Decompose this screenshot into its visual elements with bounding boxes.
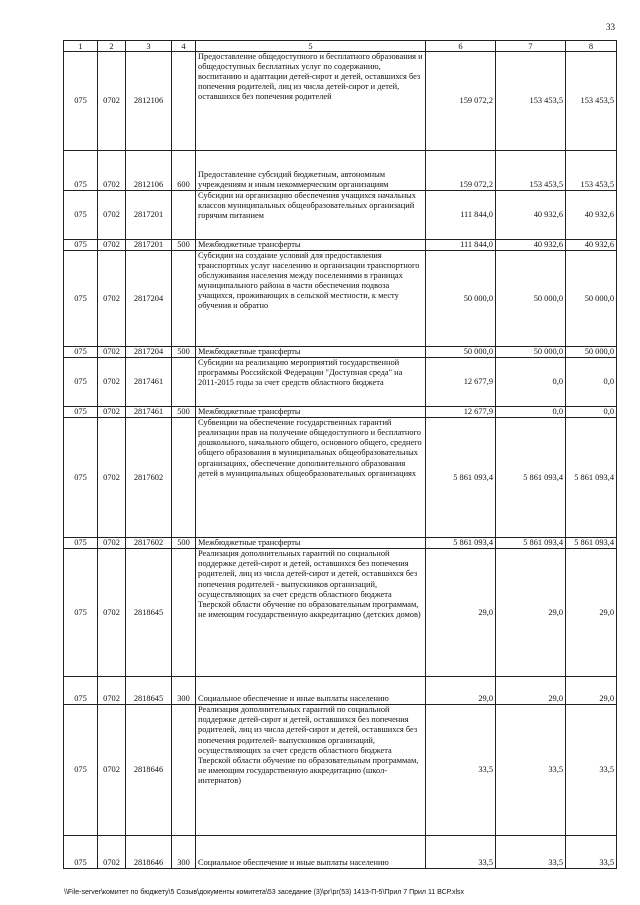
cell-description: Субсидии на создание условий для предоставления транспортных услуг населению и организации транспортного обслуживания населения между поселениями в границах муниципального района в части обеспечения подвоза учащихся, проживающих в сельской местности, к месту обучения и обратно bbox=[196, 251, 426, 347]
table-row bbox=[64, 151, 617, 191]
cell-target-code: 2817602 bbox=[126, 418, 172, 538]
cell-amount-7: 0,0 bbox=[496, 358, 566, 407]
cell-admin-code: 075 bbox=[64, 538, 98, 549]
cell-amount-7: 40 932,6 bbox=[496, 240, 566, 251]
table-row bbox=[64, 705, 617, 836]
cell-target-code: 2812106 bbox=[126, 151, 172, 191]
cell-description: Предоставление субсидий бюджетным, автономным учреждениям и иным некоммерческим организациям bbox=[196, 151, 426, 191]
table-row bbox=[64, 251, 617, 347]
cell-section-code: 0702 bbox=[98, 549, 126, 677]
cell-description: Межбюджетные трансферты bbox=[196, 538, 426, 549]
cell-target-code: 2818645 bbox=[126, 677, 172, 705]
cell-description: Субсидии на реализацию мероприятий государственной программы Российской Федерации "Доступная среда" на 2011-2015 годы за счет средств областного бюджета bbox=[196, 358, 426, 407]
cell-target-code: 2818646 bbox=[126, 705, 172, 836]
cell-amount-6: 111 844,0 bbox=[426, 191, 496, 240]
header-cell-7: 7 bbox=[496, 41, 566, 52]
cell-section-code: 0702 bbox=[98, 836, 126, 869]
cell-amount-8: 153 453,5 bbox=[566, 151, 617, 191]
cell-target-code: 2817201 bbox=[126, 240, 172, 251]
cell-admin-code: 075 bbox=[64, 151, 98, 191]
cell-expense-type bbox=[172, 705, 196, 836]
table-row bbox=[64, 52, 617, 151]
cell-amount-7: 5 861 093,4 bbox=[496, 418, 566, 538]
cell-section-code: 0702 bbox=[98, 191, 126, 240]
header-cell-3: 3 bbox=[126, 41, 172, 52]
cell-admin-code: 075 bbox=[64, 836, 98, 869]
cell-description: Социальное обеспечение и иные выплаты населению bbox=[196, 836, 426, 869]
cell-amount-8: 50 000,0 bbox=[566, 251, 617, 347]
cell-amount-6: 5 861 093,4 bbox=[426, 538, 496, 549]
cell-amount-8: 50 000,0 bbox=[566, 347, 617, 358]
budget-table bbox=[63, 40, 617, 869]
cell-target-code: 2817204 bbox=[126, 251, 172, 347]
cell-section-code: 0702 bbox=[98, 407, 126, 418]
cell-admin-code: 075 bbox=[64, 677, 98, 705]
cell-amount-7: 153 453,5 bbox=[496, 52, 566, 151]
cell-target-code: 2817204 bbox=[126, 347, 172, 358]
cell-description: Социальное обеспечение и иные выплаты населению bbox=[196, 677, 426, 705]
cell-amount-8: 33,5 bbox=[566, 836, 617, 869]
cell-admin-code: 075 bbox=[64, 418, 98, 538]
cell-admin-code: 075 bbox=[64, 240, 98, 251]
header-row bbox=[64, 41, 617, 52]
cell-section-code: 0702 bbox=[98, 251, 126, 347]
cell-target-code: 2817461 bbox=[126, 407, 172, 418]
cell-admin-code: 075 bbox=[64, 251, 98, 347]
cell-target-code: 2817461 bbox=[126, 358, 172, 407]
table-row bbox=[64, 240, 617, 251]
cell-amount-6: 12 677,9 bbox=[426, 407, 496, 418]
table-row bbox=[64, 191, 617, 240]
cell-amount-6: 159 072,2 bbox=[426, 52, 496, 151]
cell-admin-code: 075 bbox=[64, 52, 98, 151]
cell-amount-7: 50 000,0 bbox=[496, 347, 566, 358]
cell-amount-6: 29,0 bbox=[426, 549, 496, 677]
cell-amount-6: 159 072,2 bbox=[426, 151, 496, 191]
cell-expense-type bbox=[172, 251, 196, 347]
table-row bbox=[64, 549, 617, 677]
cell-amount-8: 29,0 bbox=[566, 677, 617, 705]
cell-amount-6: 50 000,0 bbox=[426, 251, 496, 347]
cell-amount-7: 5 861 093,4 bbox=[496, 538, 566, 549]
cell-expense-type: 500 bbox=[172, 347, 196, 358]
header-cell-1: 1 bbox=[64, 41, 98, 52]
cell-target-code: 2818645 bbox=[126, 549, 172, 677]
cell-target-code: 2812106 bbox=[126, 52, 172, 151]
cell-amount-8: 29,0 bbox=[566, 549, 617, 677]
cell-section-code: 0702 bbox=[98, 151, 126, 191]
cell-amount-7: 29,0 bbox=[496, 677, 566, 705]
cell-section-code: 0702 bbox=[98, 677, 126, 705]
cell-expense-type: 300 bbox=[172, 836, 196, 869]
table-row bbox=[64, 836, 617, 869]
cell-amount-7: 33,5 bbox=[496, 836, 566, 869]
cell-section-code: 0702 bbox=[98, 418, 126, 538]
cell-admin-code: 075 bbox=[64, 347, 98, 358]
cell-target-code: 2818646 bbox=[126, 836, 172, 869]
cell-expense-type: 500 bbox=[172, 538, 196, 549]
cell-amount-6: 33,5 bbox=[426, 705, 496, 836]
cell-amount-8: 40 932,6 bbox=[566, 191, 617, 240]
table-row bbox=[64, 677, 617, 705]
cell-description: Субвенции на обеспечение государственных гарантий реализации прав на получение общедоступного и бесплатного дошкольного, начального общего, основного общего, среднего общего образования в муниципальных общеобразовательных организациях, обеспечение дополнительного образования детей в муниципальных общеобразовательных организациях bbox=[196, 418, 426, 538]
cell-amount-6: 33,5 bbox=[426, 836, 496, 869]
cell-amount-8: 5 861 093,4 bbox=[566, 418, 617, 538]
cell-target-code: 2817602 bbox=[126, 538, 172, 549]
footer-file-path: \\File-server\комитет по бюджету\5 Созыв\документы комитета\53 заседание (3)\рг\рг(53) 1413-П-5\Прил 7 Прил 11 ВСР.xlsx bbox=[64, 889, 465, 896]
header-cell-8: 8 bbox=[566, 41, 617, 52]
cell-amount-7: 50 000,0 bbox=[496, 251, 566, 347]
cell-expense-type: 500 bbox=[172, 240, 196, 251]
cell-amount-7: 29,0 bbox=[496, 549, 566, 677]
header-cell-5: 5 bbox=[196, 41, 426, 52]
cell-admin-code: 075 bbox=[64, 549, 98, 677]
cell-expense-type: 300 bbox=[172, 677, 196, 705]
cell-section-code: 0702 bbox=[98, 52, 126, 151]
cell-expense-type bbox=[172, 418, 196, 538]
cell-amount-6: 5 861 093,4 bbox=[426, 418, 496, 538]
header-cell-6: 6 bbox=[426, 41, 496, 52]
header-cell-2: 2 bbox=[98, 41, 126, 52]
table-row bbox=[64, 538, 617, 549]
cell-amount-7: 40 932,6 bbox=[496, 191, 566, 240]
cell-amount-8: 5 861 093,4 bbox=[566, 538, 617, 549]
cell-description: Межбюджетные трансферты bbox=[196, 407, 426, 418]
table-row bbox=[64, 358, 617, 407]
page-number: 33 bbox=[606, 22, 615, 32]
cell-amount-8: 33,5 bbox=[566, 705, 617, 836]
cell-section-code: 0702 bbox=[98, 705, 126, 836]
cell-amount-6: 111 844,0 bbox=[426, 240, 496, 251]
cell-amount-8: 40 932,6 bbox=[566, 240, 617, 251]
cell-amount-6: 50 000,0 bbox=[426, 347, 496, 358]
cell-amount-6: 29,0 bbox=[426, 677, 496, 705]
cell-expense-type: 600 bbox=[172, 151, 196, 191]
header-cell-4: 4 bbox=[172, 41, 196, 52]
cell-amount-7: 33,5 bbox=[496, 705, 566, 836]
cell-expense-type bbox=[172, 358, 196, 407]
cell-expense-type bbox=[172, 191, 196, 240]
cell-expense-type: 500 bbox=[172, 407, 196, 418]
cell-section-code: 0702 bbox=[98, 358, 126, 407]
cell-description: Предоставление общедоступного и бесплатного образования и общедоступных бесплатных услуг по содержанию, воспитанию и адаптации детей-сирот и детей, оставшихся без попечения родителей, лиц из числа детей-сирот и детей, оставшихся без попечения родителей bbox=[196, 52, 426, 151]
table-row bbox=[64, 347, 617, 358]
cell-admin-code: 075 bbox=[64, 407, 98, 418]
cell-target-code: 2817201 bbox=[126, 191, 172, 240]
cell-amount-8: 0,0 bbox=[566, 407, 617, 418]
cell-amount-6: 12 677,9 bbox=[426, 358, 496, 407]
cell-amount-8: 153 453,5 bbox=[566, 52, 617, 151]
cell-admin-code: 075 bbox=[64, 358, 98, 407]
cell-description: Реализация дополнительных гарантий по социальной поддержке детей-сирот и детей, оставшихся без попечения родителей, лиц из числа детей-сирот и детей, оставшихся без попечения родителей- выпускников организаций, осуществляющих за счет средств областного бюджета Тверской области обучение по образовательным программам, не имеющим государственную аккредитацию (школ-интернатов) bbox=[196, 705, 426, 836]
cell-expense-type bbox=[172, 549, 196, 677]
cell-description: Межбюджетные трансферты bbox=[196, 240, 426, 251]
cell-section-code: 0702 bbox=[98, 538, 126, 549]
cell-section-code: 0702 bbox=[98, 347, 126, 358]
table-row bbox=[64, 418, 617, 538]
cell-expense-type bbox=[172, 52, 196, 151]
cell-description: Реализация дополнительных гарантий по социальной поддержке детей-сирот и детей, оставшихся без попечения родителей, лиц из числа детей-сирот и детей, оставшихся без попечения родителей - выпускников организаций, осуществляющих за счет средств областного бюджета Тверской области обучение по образовательным программам, не имеющим государственную аккредитацию (детских домов) bbox=[196, 549, 426, 677]
cell-amount-7: 0,0 bbox=[496, 407, 566, 418]
cell-description: Межбюджетные трансферты bbox=[196, 347, 426, 358]
cell-amount-8: 0,0 bbox=[566, 358, 617, 407]
cell-amount-7: 153 453,5 bbox=[496, 151, 566, 191]
cell-description: Субсидии на организацию обеспечения учащихся начальных классов муниципальных общеобразовательных организаций горячим питанием bbox=[196, 191, 426, 240]
table-row bbox=[64, 407, 617, 418]
cell-section-code: 0702 bbox=[98, 240, 126, 251]
cell-admin-code: 075 bbox=[64, 191, 98, 240]
cell-admin-code: 075 bbox=[64, 705, 98, 836]
